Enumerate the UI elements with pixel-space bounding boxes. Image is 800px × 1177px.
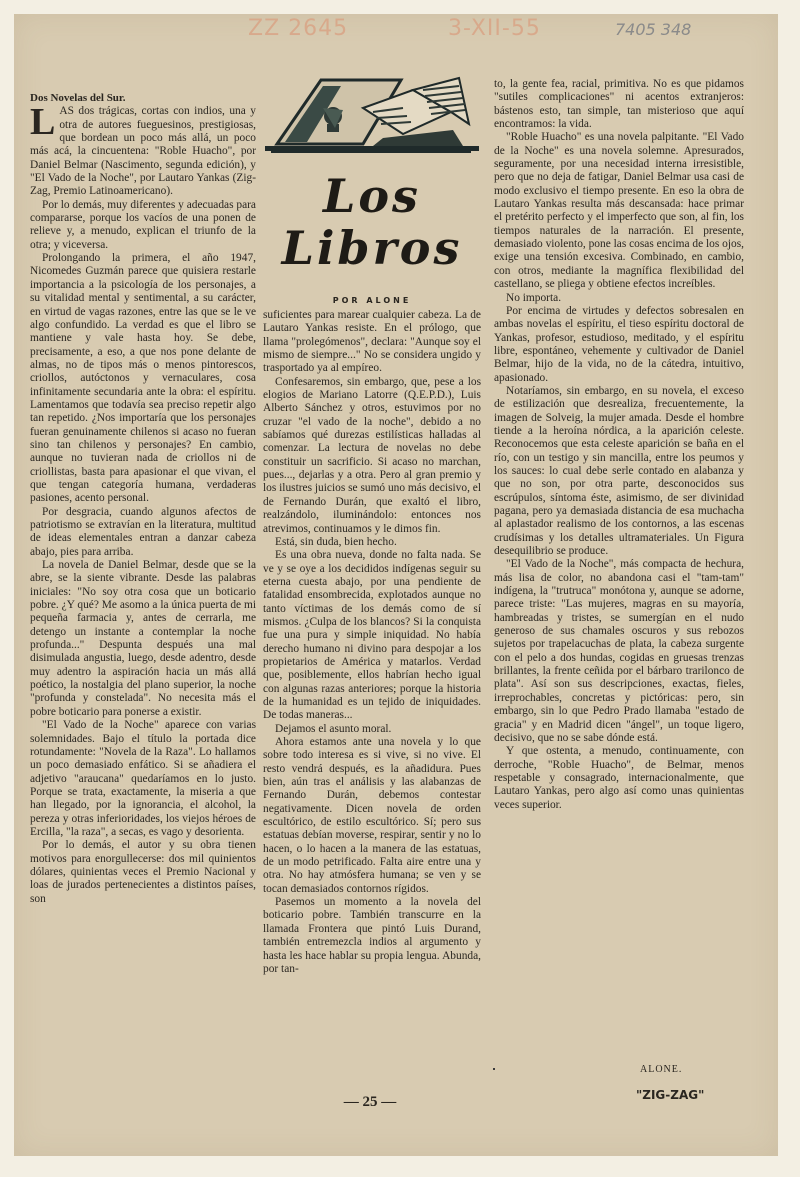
article-paragraph: Por desgracia, cuando algunos afectos de patriotismo se extravían en la literatura, multitud de ideas elementales entran a danzar cabeza abajo, pies para arriba. (30, 505, 256, 558)
article-paragraph: Dejamos el asunto moral. (275, 722, 392, 735)
section-heading: Dos Novelas del Sur. (30, 92, 126, 104)
archive-stamp-date: 3-XII-55 (448, 16, 541, 41)
article-paragraph: La novela de Daniel Belmar, desde que se la abre, se la siente vibrante. Desde las palabras iniciales: "No soy otra cosa que un boticario pobre. ¿Y qué? Me asomo a la única puerta de mi pequeña farmacia y, antes de cerrarla, me detengo un instante a contemplar la noche profunda..." Despunta después una mal disimulada angustia, luego, desde adentro, desde muy adentro la aspiración hacia un más allá poético, la nostalgia del plano superior, la noche "profunda y constelada". No necesita más el pobre boticario para ponerse a existir. (30, 559, 256, 718)
article-paragraph: LAS dos trágicas, cortas con indios, una y otra de autores fueguesinos, prestigiosas, que bordean un poco más allá, un poco más acá, la cincuentena: "Roble Huacho", por Daniel Belmar (Nascimento, segunda edición), y "El Vado de la Noche", por Lautaro Yankas (Zig-Zag, Premio Latinoamericano). (30, 101, 256, 198)
archive-stamp-code: ZZ 2645 (248, 16, 349, 41)
article-paragraph: Notaríamos, sin embargo, en su novela, el exceso de estilización que desrealiza, frecuentemente, la imagen de Solveig, la mujer amada. Desde el hombre tiende a la heroína nórdica, a la aparición celeste. Reconocemos que esta celeste aparición se baña en el río, con un testigo y sin mancilla, entre los peumos y los sauces: lo cual debe serle contado en alabanza y que no son, por otra parte, desconocidos sus escrúpulos, síntoma éste, asimismo, de ser divinidad pagana, pero ya demasiada distancia de esa muchacha al aplastador realismo de los contornos, a las escenas crudísimas y los detalles ultramateriales. Un Figura desequilibrio se produce. (494, 384, 744, 558)
byline: POR ALONE (332, 296, 412, 305)
open-books-illustration-icon (263, 68, 481, 158)
section-title-los: Los (323, 169, 421, 223)
section-title-libros: Libros (281, 221, 463, 275)
article-paragraph: "El Vado de la Noche", más compacta de hechura, más lisa de color, no abandona casi el "tam-tam" indígena, la "trutruca" monótona y, aunque se adorne, parece triste: "Las mujeres, magras en su mayoría, hambreadas y tristes, se sumergían en el nudo generoso de sus chamales oscuros y sus rebozos sujetos por trapelacuchas de plata, la cabeza surgente con el pelo a dos hundas, cogidas en gruesas trenzas brillantes, la frente ceñida por el bárbaro trarilonco de plata". Así son sus descripciones, exactas, fieles, irreprochables, concretas y pictóricas: pero, sin embargo, sin lo que Pedro Prado llamaba "estado de gracia" y en Madrid dicen "ángel", un toque ligero, decisivo, que no se sabe dónde está. (494, 558, 744, 744)
masthead (258, 68, 486, 305)
pencil-note: 7405 348 (615, 20, 692, 39)
article-paragraph: Está, sin duda, bien hecho. (275, 535, 397, 548)
author-signature: ALONE. (640, 1064, 683, 1075)
publication-source: "ZIG-ZAG" (636, 1088, 705, 1102)
article-column-2 (263, 309, 481, 976)
article-paragraph: "El Vado de la Noche" aparece con varias solemnidades. Bajo el título la portada dice rotundamente: "Novela de la Raza". Lo hallamos un poco demasiado enfático. Si se añadiera el adjetivo "araucana" quedaríamos en lo justo. Porque se trata, exactamente, la miseria a que han llegado, por la ignorancia, el alcohol, la pereza y otras inferioridades, los viejos héroes de Ercilla, "la raza", a secas, es vago y desorienta. (30, 719, 256, 838)
article-paragraph: Por lo demás, muy diferentes y adecuadas para compararse, porque los vacíos de una ponen de relieve y, a menudo, explican el triunfo de la otra; y viceversa. (30, 198, 256, 251)
article-paragraph: to, la gente fea, racial, primitiva. No es que pidamos "sutiles complicaciones" ni acentos extranjeros: bástenos esto, tan simple, tan misterioso que aquí encontramos: la vida. (494, 78, 744, 131)
article-column-3 (494, 78, 744, 812)
page-number: — 25 — (343, 1094, 397, 1110)
article-paragraph: Confesaremos, sin embargo, que, pese a los elogios de Mariano Latorre (Q.E.P.D.), Luis Alberto Sánchez y otros, estuvimos por no cruzar "el vado de la noche", debido a no sabíamos qué durezas estilísticas halladas al comenzar. La lectura de novelas no debe constituir un sacrificio. Si acaso no marchan, pues..., dejarlas y a otra. Pero al gran premio y los ilustres juicios se sumó uno más decisivo, el de Fernando Durán, que exaltó el libro, realzándolo, iluminándolo: entonces nos atrevimos, continuamos y le dimos fin. (263, 375, 481, 535)
drop-cap: L (30, 101, 56, 144)
article-paragraph: Y que ostenta, a menudo, continuamente, con derroche, "Roble Huacho", de Belmar, menos respetable y consagrado, internacionalmente, que Lautaro Yankas, pero algo así como unas quinientas veces superior. (494, 745, 744, 811)
article-paragraph: suficientes para marear cualquier cabeza. La de Lautaro Yankas resiste. En el prólogo, que llama "prolegómenos", declara: "Aunque soy el mismo de siempre..." No se considera ungido y trasportado ya al empíreo. (263, 309, 481, 375)
article-paragraph: Por lo demás, el autor y su obra tienen motivos para enorgullecerse: dos mil quinientos dólares, quinientas veces el Premio Nacional y loas de jurados pertenecientes a distintos países, son (30, 839, 256, 905)
article-paragraph: Por encima de virtudes y defectos sobresalen en ambas novelas el espíritu, el tieso espíritu doctoral de Yankas, profesor, estudioso, meditado, y el espíritu libre, espontáneo, vehemente y cultivador de Daniel Belmar, hijo de la vida, no de la cátedra, intuitivo, apasionado. (494, 304, 744, 384)
article-column-1 (30, 92, 256, 906)
article-paragraph: Ahora estamos ante una novela y lo que sobre todo interesa es si vive, si no vive. El resto vendrá después, es la añadidura. Pues bien, aún tras el análisis y las alabanzas de Fernando Durán, debemos contestar negativamente. Dicen novela de orden escultórico, de estilo escultórico. Sí; pero sus estatuas debían moverse, respirar, sentir y no lo hacen, o lo hacen a la manera de las estatuas, de un modo petrificado. Falta aire entre una y otra. No hay atmósfera humana; se ven y se tocan demasiados contornos rígidos. (263, 736, 481, 895)
article-paragraph: "Roble Huacho" es una novela palpitante. "El Vado de la Noche" es una novela solemne. Apresurados, seguramente, por una necesidad interna irresistible, pero que no deja de fatigar, Daniel Belmar usa casi de modo exclusivo el tiempo presente. En eso la obra de Lautaro Yankas resulta más descansada: hace primar el pretérito perfecto y el imperfecto que son, al fin, los tiempos naturales de la narración. El presente, demasiado violento, pone las cosas encima de los ojos, exige una tensión excesiva. Combinado, en cambio, con otros, mediante la magnífica flexibilidad del castellano, se pliega y obtiene efectos increíbles. (494, 131, 744, 291)
article-paragraph: Prolongando la primera, el año 1947, Nicomedes Guzmán parece que quisiera restarle importancia a la psicología de los personajes, a su vitalidad mental y sentimental, a su carácter, en virtud de vagas razones, entre las que se le ve algo confundido. La verdad es que el libro se mantiene y vale hasta hoy. Se debe, precisamente, a eso, a que nos pone delante de almas, no de tipos más o menos pintorescos, criollos, autóctonos y vernaculares, cosa infinitamente secundaria ante la obra: el espíritu. Lamentamos que todavía sea preciso repetir algo tan repetido. ¿Nos importaría que los personajes fueran genuinamente chilenos si acaso no fueran sino tan chilenos y personajes? En cambio, aunque no tuvieran nada de criollos ni de criollistas, basta para apasionar el que vivan, el que tengan categoría humana, verdaderas pasiones, acento personal. (30, 252, 256, 505)
ink-dot (493, 1068, 495, 1070)
article-paragraph: Pasemos un momento a la novela del boticario pobre. También transcurre en la llamada Frontera que pintó Luis Durand, también entremezcla indios al argumento y hasta les hace hablar su propia lengua. Abunda, por tan- (263, 896, 481, 975)
article-paragraph: No importa. (506, 291, 562, 304)
article-paragraph: Es una obra nueva, donde no falta nada. Se ve y se oye a los decididos indígenas seguir su eterna cuesta abajo, por una pendiente de fatalidad ensombrecida, explotados aunque no tanto víctimas de los demás como de sí mismos. ¿Culpa de los blancos? Si la conquista fue una pura y simple iniquidad. No había derecho humano ni divino para despojar a los propietarios de América y matarlos. Verdad que, posiblemente, ellos habrían hecho igual con algunas razas anteriores; porque la historia de la humanidad es un tejido de iniquidades. De todas maneras... (263, 549, 481, 722)
